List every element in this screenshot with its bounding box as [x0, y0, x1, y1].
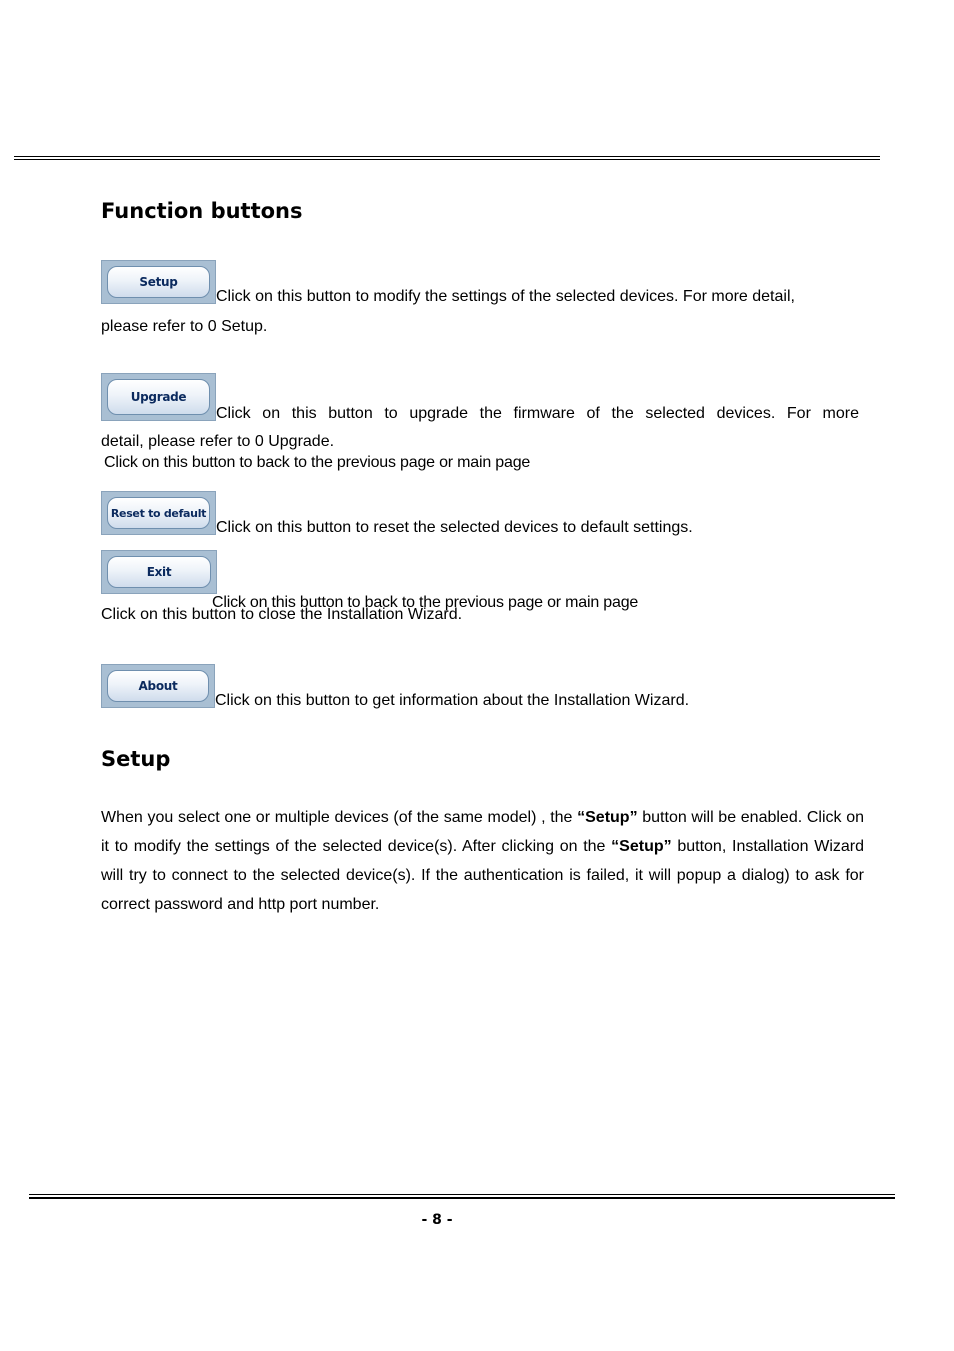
- setup-paragraph-bold-2: “Setup”: [611, 838, 672, 855]
- setup-button-image: [101, 260, 216, 304]
- back-note-overlay: Click on this button to back to the previous page or main page: [104, 454, 531, 471]
- back-note-overlay-2: Click on this button to back to the previous page or main page: [212, 594, 639, 611]
- exit-button-description: Click on this button to close the Installation Wizard.: [101, 606, 463, 623]
- upgrade-button[interactable]: Upgrade: [107, 379, 210, 415]
- about-button-description: Click on this button to get information about the Installation Wizard.: [215, 692, 690, 709]
- setup-paragraph-text-2: button will be enabled. Click on it to modify the settings of the selected device(s). After clicking on the: [101, 809, 864, 855]
- section-heading-function-buttons: Function buttons: [101, 199, 303, 223]
- setup-button[interactable]: Setup: [107, 266, 210, 298]
- exit-button[interactable]: Exit: [107, 556, 211, 588]
- setup-button-description: Click on this button to modify the settings of the selected devices. For more detail,: [216, 288, 795, 305]
- page-number: - 8 -: [421, 1212, 453, 1228]
- about-button[interactable]: About: [107, 670, 209, 702]
- header-rule-top: [14, 156, 880, 157]
- reset-to-default-button[interactable]: Reset to default: [107, 497, 210, 529]
- upgrade-button-description: Click on this button to upgrade the firmware of the selected devices. For more: [216, 405, 859, 422]
- exit-button-image: [101, 550, 217, 594]
- upgrade-button-image: [101, 373, 216, 421]
- setup-paragraph-text-1: When you select one or multiple devices (of the same model) , the: [101, 809, 578, 826]
- setup-paragraph-bold-1: “Setup”: [577, 809, 638, 826]
- reset-button-description: Click on this button to reset the selected devices to default settings.: [216, 519, 693, 536]
- footer-rule-top: [29, 1194, 895, 1195]
- header-rule-bottom: [14, 159, 880, 160]
- about-button-image: [101, 664, 215, 708]
- setup-paragraph: [101, 803, 864, 919]
- setup-paragraph-text-3: button, Installation Wizard will try to connect to the selected device(s). If the authentication is failed, it will popup a dialog) to ask for correct password and http port number.: [101, 838, 864, 913]
- reset-button-image: [101, 491, 216, 535]
- footer-rule-bottom: [29, 1197, 895, 1199]
- setup-button-description-cont: please refer to 0 Setup.: [101, 318, 268, 335]
- upgrade-button-description-cont: detail, please refer to 0 Upgrade.: [101, 433, 335, 450]
- section-heading-setup: Setup: [101, 747, 171, 771]
